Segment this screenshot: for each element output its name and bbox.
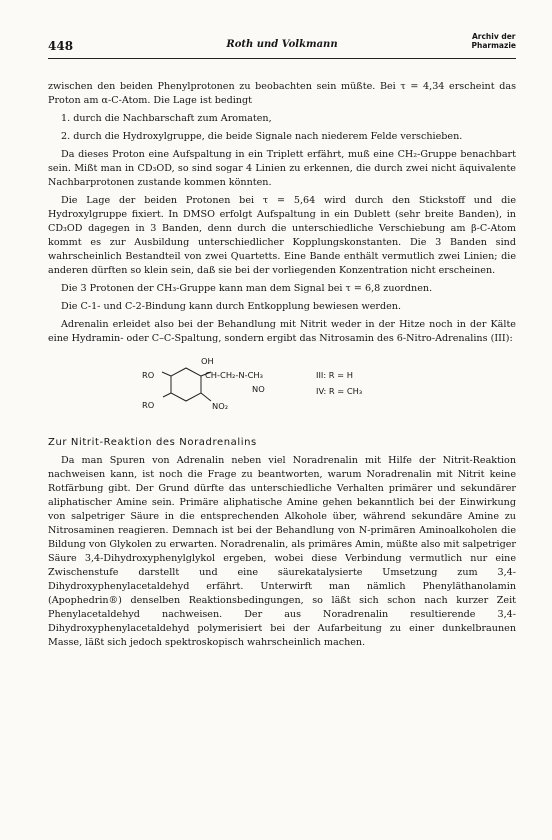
structure-no: NO [252,384,265,394]
section-heading: Zur Nitrit-Reaktion des Noradrenalins [48,437,257,448]
structure-chain: CH-CH₂-N-CH₃ [205,370,263,380]
paragraph-triplet: Da dieses Proton eine Aufspaltung in ein Triplett erfährt, muß eine CH₂-Gruppe benachbart sein. Mißt man in CD₃OD, so sind sogar 4 Linien zu erkennen, die durch zwei nicht äquivalente Nachbarprotonen zustande kommen könnten. [48,149,516,188]
paragraph-continuation: zwischen den beiden Phenylprotonen zu beobachten sein müßte. Bei τ = 4,34 erscheint das Proton am α-C-Atom. Die Lage ist bedingt [48,81,516,106]
compound-label-iii: III: R = H [316,370,354,380]
journal-name [472,32,517,50]
page-header [48,32,516,59]
paragraph-ch3: Die 3 Protonen der CH₃-Gruppe kann man dem Signal bei τ = 6,8 zuordnen. [61,283,433,294]
article-body [48,80,516,650]
journal-line-2: Pharmazie [471,41,516,50]
structure-ro-bottom: RO [142,400,155,410]
journal-page [48,32,516,654]
chemical-structure [48,354,516,420]
page-number: 448 [48,39,74,53]
structure-no2: NO₂ [212,401,229,411]
journal-line-1: Archiv der [471,32,516,41]
paragraph-decoupling: Die C-1- und C-2-Bindung kann durch Entkopplung bewiesen werden. [61,301,402,312]
paragraph-adrenalin: Adrenalin erleidet also bei der Behandlung mit Nitrit weder in der Hitze noch in der Kälte eine Hydramin- oder C–C-Spaltung, sondern ergibt das Nitrosamin des 6-Nitro-Adrenalins (III): [48,319,516,344]
structure-ro-top: RO [142,370,155,380]
running-title: Roth und Volkmann [226,39,338,50]
list-item-2: 2. durch die Hydroxylgruppe, die beide Signale nach niederem Felde verschieben. [61,131,463,142]
structure-oh: OH [201,356,214,366]
paragraph-noradrenalin: Da man Spuren von Adrenalin neben viel Noradrenalin mit Hilfe der Nitrit-Reaktion nachweisen kann, ist noch die Frage zu beantworten, warum Noradrenalin mit Nitrit keine Rotfärbung gibt. Der Grund dürfte das unterschiedliche Verhalten primärer und sekundärer aliphatischer Amine sein. Primäre aliphatische Amine gehen bekanntlich bei der Einwirkung von salpetriger Säure in die entsprechenden Alkohole über, während sekundäre Amine zu Nitrosaminen reagieren. Demnach ist bei der Behandlung von N-primären Aminoalkoholen die Bildung von Glykolen zu erwarten. Noradrenalin, als primäres Amin, müßte also mit salpetriger Säure 3,4-Dihydroxyphenylglykol ergeben, wobei diese Verbindung vermutlich nur eine Zwischenstufe darstellt und eine säurekatalysierte Umsetzung zum 3,4-Dihydroxyphenylacetaldehyd erfährt. Unterwirft man nämlich Phenyläthanolamin (Apophedrin®) denselben Reaktionsbedingungen, so läßt sich schon nach kurzer Zeit Phenylacetaldehyd nachweisen. Der aus Noradrenalin resultierende 3,4-Dihydroxyphenylacetaldehyd polymerisiert bei der Aufarbeitung zu einer dunkelbraunen Masse, läßt sich jedoch spektroskopisch wahrscheinlich machen. [48,455,516,648]
list-item-1: 1. durch die Nachbarschaft zum Aromaten, [61,113,272,124]
compound-label-iv: IV: R = CH₃ [316,386,363,396]
paragraph-doublet: Die Lage der beiden Protonen bei τ = 5,64 wird durch den Stickstoff und die Hydroxylgruppe fixiert. In DMSO erfolgt Aufspaltung in ein Dublett (sehr breite Banden), in CD₃OD dagegen in 3 Banden, denn durch die unterschiedliche Verschiebung am β-C-Atom kommt es zur Ausbildung unterschiedlicher Kopplungskonstanten. Die 3 Banden sind wahrscheinlich Bestandteil von zwei Quartetts. Eine Bande enthält vermutlich zwei Linien; die anderen dürften so klein sein, daß sie bei der vorliegenden Konzentration nicht erscheinen. [48,195,516,276]
